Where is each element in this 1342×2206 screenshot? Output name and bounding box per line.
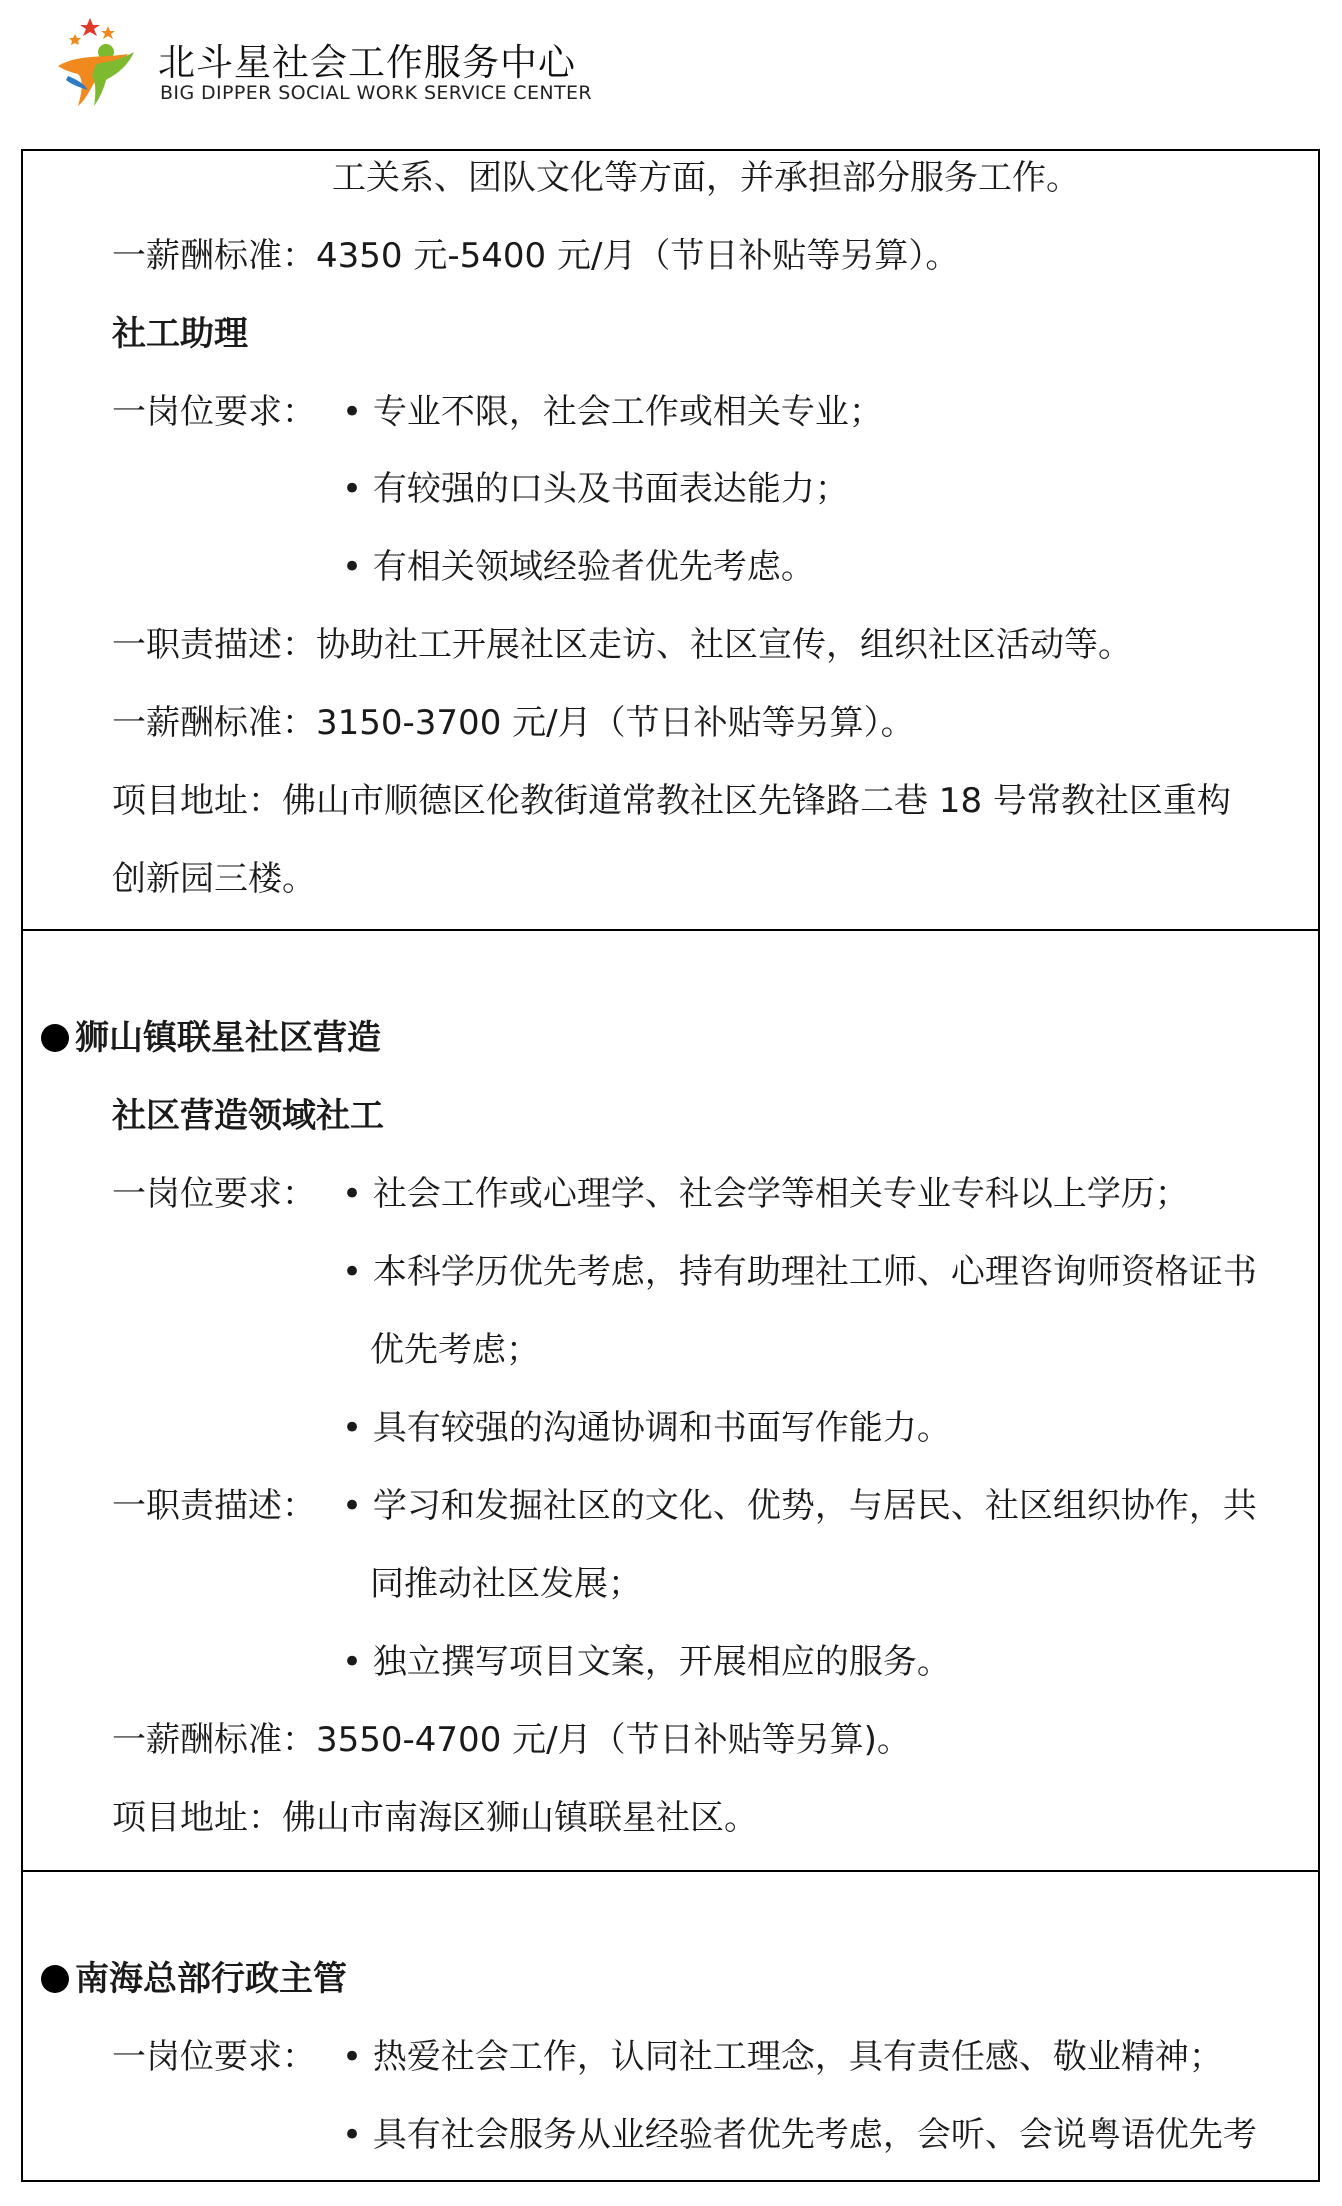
section-heading: 南海总部行政主管: [75, 1959, 347, 1999]
duty-item-continued: 同推动社区发展；: [370, 1564, 642, 1604]
duty-item: • 独立撰写项目文案，开展相应的服务。: [342, 1642, 951, 1682]
duty-item: • 学习和发掘社区的文化、优势，与居民、社区组织协作，共: [342, 1486, 1257, 1526]
org-name-chinese: 北斗星社会工作服务中心: [158, 41, 576, 84]
address-line: 项目地址：佛山市顺德区伦教街道常教社区先锋路二巷 18 号常教社区重构: [112, 781, 1231, 821]
requirement-item-continued: 优先考虑；: [370, 1330, 540, 1370]
org-name-english: BIG DIPPER SOCIAL WORK SERVICE CENTER: [160, 82, 592, 104]
duty-label: 一职责描述：: [112, 1486, 316, 1526]
duty-line: 一职责描述：协助社工开展社区走访、社区宣传，组织社区活动等。: [112, 625, 1132, 665]
section-bullet-icon: [41, 1965, 69, 1993]
requirements-label: 一岗位要求：: [112, 2037, 316, 2077]
requirement-item: • 专业不限，社会工作或相关专业；: [342, 392, 883, 432]
job-listing-table: [21, 149, 1320, 2182]
row-divider: [23, 1870, 1318, 1872]
requirement-item: • 有相关领域经验者优先考虑。: [342, 547, 815, 587]
continuation-line: 工关系、团队文化等方面，并承担部分服务工作。: [332, 158, 1080, 198]
salary-line: 一薪酬标准：3550-4700 元/月（节日补贴等另算)。: [112, 1720, 911, 1760]
requirement-item: • 热爱社会工作，认同社工理念，具有责任感、敬业精神；: [342, 2037, 1223, 2077]
page-header: [48, 14, 748, 114]
role-title: 社工助理: [112, 314, 248, 354]
requirements-label: 一岗位要求：: [112, 1174, 316, 1214]
salary-line: 一薪酬标准：4350 元-5400 元/月（节日补贴等另算）。: [112, 236, 960, 276]
requirement-item: • 有较强的口头及书面表达能力；: [342, 469, 849, 509]
requirement-item: • 社会工作或心理学、社会学等相关专业专科以上学历；: [342, 1174, 1189, 1214]
star-people-logo-icon: [48, 14, 148, 114]
role-title: 社区营造领域社工: [112, 1096, 384, 1136]
address-line-continued: 创新园三楼。: [112, 859, 316, 899]
section-heading: 狮山镇联星社区营造: [75, 1018, 381, 1058]
section-bullet-icon: [41, 1024, 69, 1052]
requirement-item: • 具有社会服务从业经验者优先考虑，会听、会说粤语优先考: [342, 2115, 1257, 2155]
salary-line: 一薪酬标准：3150-3700 元/月（节日补贴等另算）。: [112, 703, 915, 743]
requirement-item: • 具有较强的沟通协调和书面写作能力。: [342, 1408, 951, 1448]
address-line: 项目地址：佛山市南海区狮山镇联星社区。: [112, 1798, 758, 1838]
requirement-item: • 本科学历优先考虑，持有助理社工师、心理咨询师资格证书: [342, 1252, 1257, 1292]
requirements-label: 一岗位要求：: [112, 392, 316, 432]
row-divider: [23, 929, 1318, 931]
